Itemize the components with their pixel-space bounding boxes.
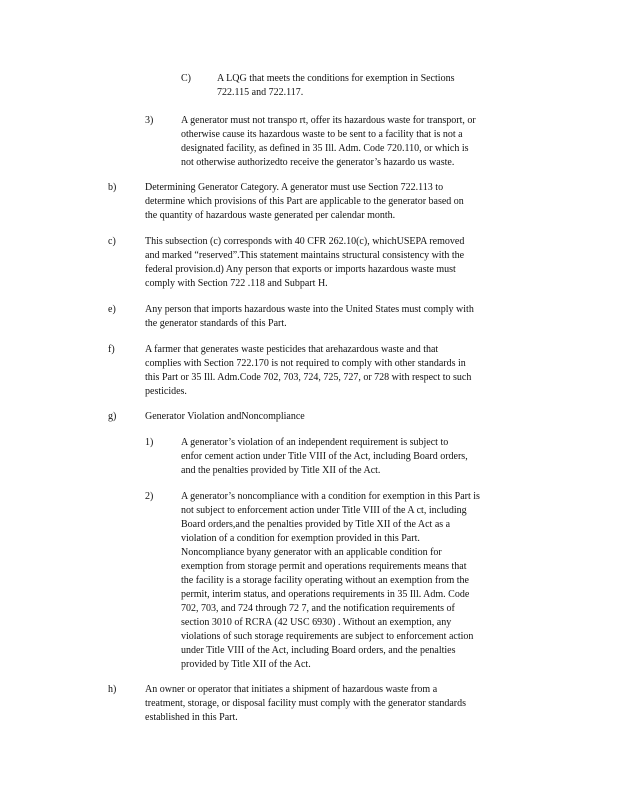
- text-line: section 3010 of RCRA (42 USC 6930) . Without an exemption, any: [181, 617, 452, 628]
- text-line: not subject to enforcement action under Title VIII of the A ct, including: [181, 505, 467, 516]
- item-label: g): [108, 411, 117, 422]
- item-label: b): [108, 182, 117, 193]
- text-line: Any person that imports hazardous waste into the United States must comply with: [145, 304, 474, 315]
- text-line: A generator’s violation of an independent requirement is subject to: [181, 437, 449, 448]
- item-heading: [145, 410, 395, 424]
- item-label: c): [108, 236, 116, 247]
- text-line: 702, 703, and 724 through 72 7, and the notification requirements of: [181, 603, 455, 614]
- item-label: 2): [145, 491, 154, 502]
- text-line: and marked “reserved”.This statement maintains structural consistency with the: [145, 250, 465, 261]
- item-text: [181, 436, 505, 478]
- text-line: treatment, storage, or disposal facility must comply with the generator standards: [145, 698, 467, 709]
- item-label: e): [108, 304, 116, 315]
- text-line: permit, interim status, and operations requirements in 35 Ill. Adm. Code: [181, 589, 470, 600]
- text-line: exemption from storage permit and operations requirements means that: [181, 561, 467, 572]
- text-line: and the penalties provided by Title XII of the Act.: [181, 465, 381, 476]
- text-line: enfor cement action under Title VIII of the Act, including Board orders,: [181, 451, 468, 462]
- item-text: [145, 235, 535, 291]
- text-line: not otherwise authorizedto receive the generator’s hazardo us waste.: [181, 157, 455, 168]
- text-line: designated facility, as defined in 35 Ill. Adm. Code 720.110, or which is: [181, 143, 469, 154]
- text-line: complies with Section 722.170 is not required to comply with other standards in: [145, 358, 466, 369]
- item-label: h): [108, 684, 117, 695]
- item-label: 1): [145, 437, 154, 448]
- item-label: 3): [145, 115, 154, 126]
- item-text: [145, 683, 530, 725]
- text-line: this Part or 35 Ill. Adm.Code 702, 703, 724, 725, 727, or 728 with respect to such: [145, 372, 472, 383]
- text-line: 722.115 and 722.117.: [217, 87, 304, 98]
- text-line: the generator standards of this Part.: [145, 318, 287, 329]
- text-line: A LQG that meets the conditions for exemption in Sections: [217, 73, 455, 84]
- text-line: under Title VIII of the Act, including Board orders, and the penalties: [181, 645, 456, 656]
- text-line: Noncompliance byany generator with an applicable condition for: [181, 547, 442, 558]
- text-line: established in this Part.: [145, 712, 238, 723]
- text-line: violations of such storage requirements are subject to enforcement action: [181, 631, 474, 642]
- text-line: Board orders,and the penalties provided by Title XII of the Act as a: [181, 519, 451, 530]
- text-line: the quantity of hazardous waste generated per calendar month.: [145, 210, 396, 221]
- text-line: comply with Section 722 .118 and Subpart H.: [145, 278, 328, 289]
- text-line: federal provision.d) Any person that exports or imports hazardous waste must: [145, 264, 456, 275]
- text-line: Generator Violation andNoncompliance: [145, 411, 305, 422]
- text-line: provided by Title XII of the Act.: [181, 659, 311, 670]
- item-text: [181, 490, 543, 672]
- text-line: An owner or operator that initiates a shipment of hazardous waste from a: [145, 684, 438, 695]
- text-line: determine which provisions of this Part are applicable to the generator based on: [145, 196, 464, 207]
- text-line: A generator’s noncompliance with a condition for exemption in this Part is: [181, 491, 480, 502]
- item-text: [217, 72, 507, 100]
- text-line: Determining Generator Category. A generator must use Section 722.113 to: [145, 182, 444, 193]
- item-text: [145, 343, 540, 399]
- text-line: This subsection (c) corresponds with 40 CFR 262.10(c), whichUSEPA removed: [145, 236, 465, 247]
- text-line: violation of a condition for exemption provided in this Part.: [181, 533, 420, 544]
- text-line: otherwise cause its hazardous waste to be sent to a facility that is not a: [181, 129, 463, 140]
- text-line: A generator must not transpo rt, offer its hazardous waste for transport, or: [181, 115, 476, 126]
- item-label: C): [181, 73, 191, 84]
- text-line: A farmer that generates waste pesticides that arehazardous waste and that: [145, 344, 439, 355]
- item-label: f): [108, 344, 115, 355]
- item-text: [145, 303, 540, 331]
- text-line: pesticides.: [145, 386, 187, 397]
- item-text: [145, 181, 535, 223]
- text-line: the facility is a storage facility operating without an exemption from the: [181, 575, 469, 586]
- item-text: [181, 114, 534, 170]
